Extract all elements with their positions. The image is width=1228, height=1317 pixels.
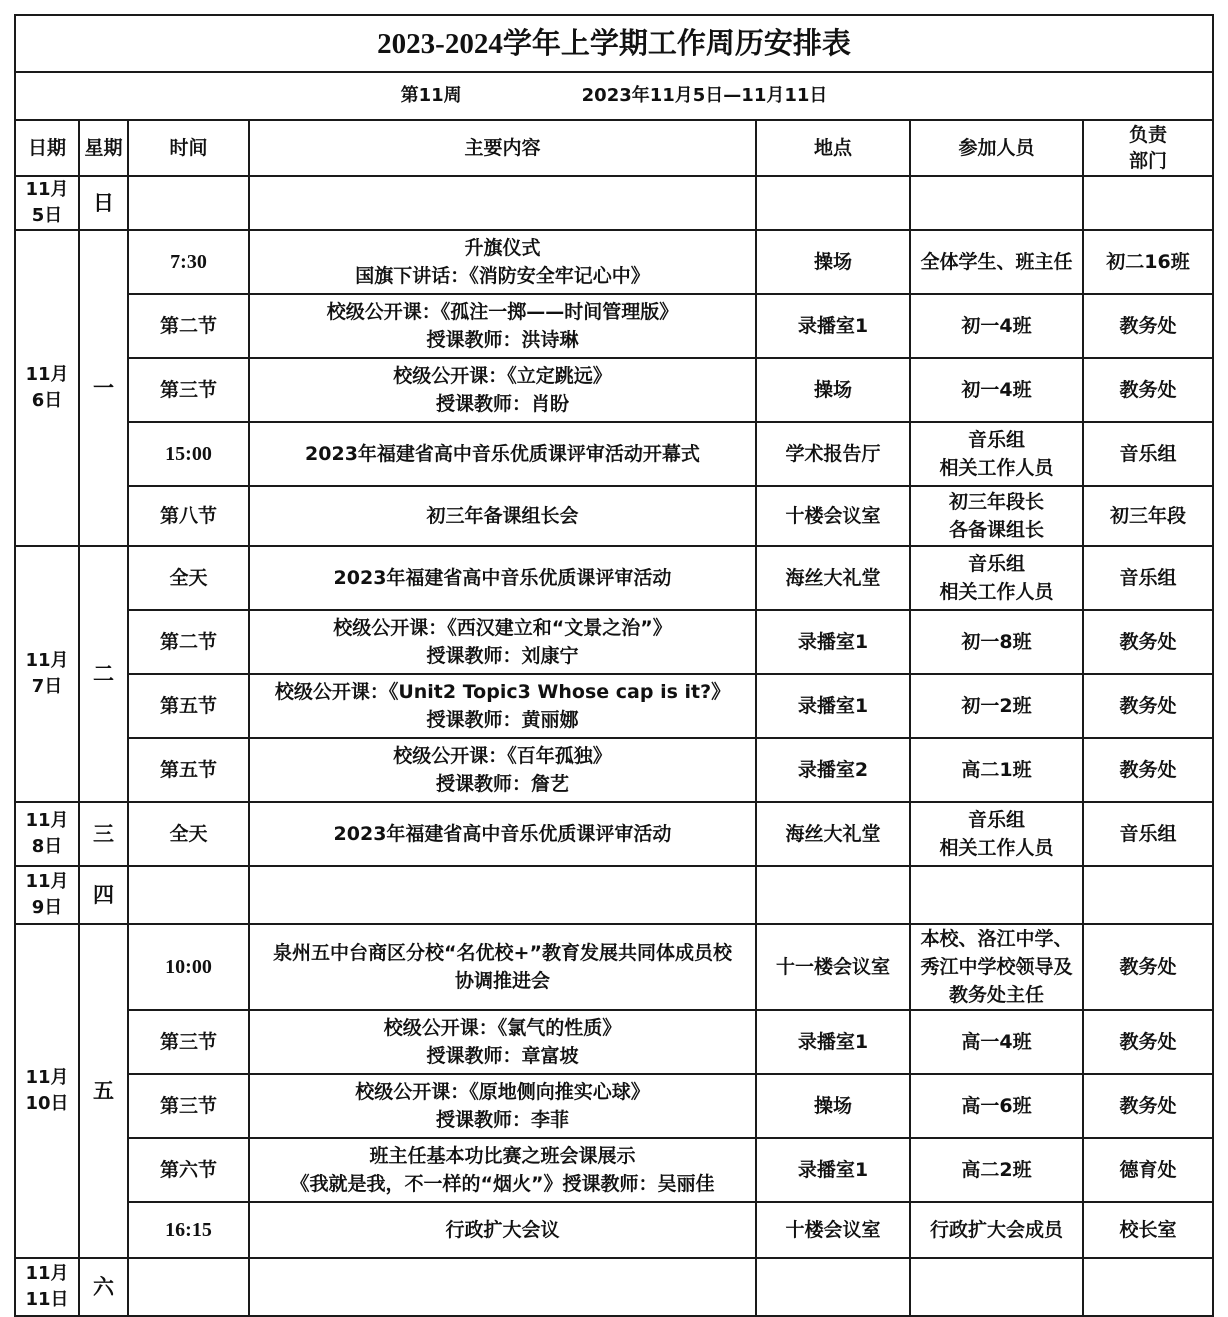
day-row-empty [15,866,1213,924]
content-line: 行政扩大会议 [445,1219,560,1241]
location-cell: 海丝大礼堂 [756,546,910,610]
department-cell: 音乐组 [1083,422,1213,486]
location-cell [756,176,910,230]
date-line: 8日 [31,836,63,857]
date-line: 11月 [25,810,69,831]
participants-line: 教务处主任 [948,984,1044,1006]
location-cell: 学术报告厅 [756,422,910,486]
date-cell [15,866,79,924]
content-line: 校级公开课：《氯气的性质》 [383,1017,622,1039]
schedule-row [15,674,1213,738]
content-cell [249,1074,756,1138]
date-line: 11月 [25,1067,69,1088]
page-title: 2023-2024学年上学期工作周历安排表 [15,15,1213,72]
date-line: 10日 [25,1093,69,1114]
participants-line: 初一2班 [961,695,1032,717]
participants-cell [910,230,1083,294]
day-row-empty [15,176,1213,230]
participants-line: 相关工作人员 [939,581,1054,603]
header-time: 时间 [128,120,249,176]
header-department [1083,120,1213,176]
time-cell [128,866,249,924]
date-cell [15,924,79,1258]
department-cell [1083,866,1213,924]
content-cell [249,1202,756,1258]
schedule-row [15,1138,1213,1202]
content-line: 国旗下讲话：《消防安全牢记心中》 [355,265,650,287]
day-row-empty [15,1258,1213,1316]
participants-line: 相关工作人员 [939,457,1054,479]
time-cell: 全天 [128,546,249,610]
content-cell [249,674,756,738]
schedule-row [15,610,1213,674]
participants-cell [910,1258,1083,1316]
date-cell [15,1258,79,1316]
time-cell: 16:15 [128,1202,249,1258]
time-cell: 7:30 [128,230,249,294]
content-line: 班主任基本功比赛之班会课展示 [369,1145,636,1167]
date-line: 11月 [25,1263,69,1284]
time-cell: 第三节 [128,1074,249,1138]
content-cell [249,422,756,486]
location-cell: 录播室1 [756,294,910,358]
header-participants: 参加人员 [910,120,1083,176]
content-cell [249,1138,756,1202]
participants-cell [910,358,1083,422]
schedule-sheet [14,14,1212,1317]
date-cell [15,546,79,802]
department-cell [1083,176,1213,230]
content-cell [249,802,756,866]
weekday-cell: 四 [79,866,128,924]
location-cell: 十一楼会议室 [756,924,910,1010]
date-line: 9日 [31,897,63,918]
participants-cell [910,866,1083,924]
weekday-cell: 日 [79,176,128,230]
content-cell [249,294,756,358]
participants-line: 初一8班 [961,631,1032,653]
schedule-row [15,802,1213,866]
participants-cell [910,738,1083,802]
date-line: 7日 [31,676,63,697]
schedule-row [15,294,1213,358]
location-cell: 录播室2 [756,738,910,802]
participants-cell [910,486,1083,546]
header-department-line: 负责 [1129,124,1168,146]
date-line: 5日 [31,205,63,226]
content-cell [249,358,756,422]
weekday-cell: 三 [79,802,128,866]
content-line: 校级公开课：《原地侧向推实心球》 [355,1081,650,1103]
participants-line: 初一4班 [961,315,1032,337]
weekday-cell: 二 [79,546,128,802]
content-line: 2023年福建省高中音乐优质课评审活动开幕式 [305,443,700,465]
location-cell: 十楼会议室 [756,1202,910,1258]
date-line: 11月 [25,650,69,671]
schedule-row [15,230,1213,294]
schedule-row [15,358,1213,422]
weekday-cell: 五 [79,924,128,1258]
time-cell [128,1258,249,1316]
participants-line: 音乐组 [967,809,1025,831]
content-cell [249,924,756,1010]
location-cell: 操场 [756,230,910,294]
department-cell: 音乐组 [1083,546,1213,610]
content-line: 授课教师：詹艺 [435,773,569,795]
content-line: 校级公开课：《百年孤独》 [393,745,612,767]
content-line: 校级公开课：《Unit2 Topic3 Whose cap is it?》 [274,681,731,703]
time-cell: 全天 [128,802,249,866]
date-cell [15,802,79,866]
content-line: 协调推进会 [454,970,550,992]
participants-line: 高一4班 [961,1031,1032,1053]
schedule-row [15,546,1213,610]
department-cell: 初二16班 [1083,230,1213,294]
header-weekday: 星期 [79,120,128,176]
participants-cell [910,294,1083,358]
participants-cell [910,610,1083,674]
date-line: 11日 [25,1289,69,1310]
schedule-row [15,738,1213,802]
content-line: 初三年备课组长会 [426,505,579,527]
participants-cell [910,802,1083,866]
location-cell: 操场 [756,358,910,422]
participants-line: 初一4班 [961,379,1032,401]
participants-cell [910,176,1083,230]
department-cell: 教务处 [1083,738,1213,802]
time-cell: 第六节 [128,1138,249,1202]
header-date: 日期 [15,120,79,176]
participants-cell [910,1074,1083,1138]
date-line: 11月 [25,871,69,892]
content-cell [249,546,756,610]
time-cell: 第五节 [128,738,249,802]
participants-line: 相关工作人员 [939,837,1054,859]
weekday-cell: 一 [79,230,128,546]
participants-line: 全体学生、班主任 [920,251,1073,273]
content-line: 校级公开课：《孤注一掷——时间管理版》 [326,301,679,323]
schedule-row [15,422,1213,486]
header-row [15,120,1213,176]
department-cell: 教务处 [1083,1010,1213,1074]
participants-line: 行政扩大会成员 [929,1219,1063,1241]
department-cell: 教务处 [1083,924,1213,1010]
content-line: 授课教师：黄丽娜 [426,709,579,731]
content-line: 校级公开课：《立定跳远》 [393,365,612,387]
department-cell: 教务处 [1083,610,1213,674]
time-cell: 第二节 [128,294,249,358]
time-cell: 第八节 [128,486,249,546]
content-line: 2023年福建省高中音乐优质课评审活动 [333,823,672,845]
department-cell: 初三年段 [1083,486,1213,546]
content-cell [249,1010,756,1074]
date-line: 11月 [25,179,69,200]
schedule-row [15,924,1213,1010]
time-cell: 第二节 [128,610,249,674]
content-cell [249,230,756,294]
participants-line: 高二1班 [961,759,1032,781]
participants-cell [910,1010,1083,1074]
time-cell: 第三节 [128,358,249,422]
location-cell: 十楼会议室 [756,486,910,546]
content-line: 授课教师：肖盼 [435,393,569,415]
location-cell [756,866,910,924]
content-cell [249,1258,756,1316]
content-line: 升旗仪式 [464,237,541,259]
content-line: 泉州五中台商区分校“名优校+”教育发展共同体成员校 [273,942,732,964]
content-cell [249,176,756,230]
schedule-row [15,1010,1213,1074]
header-department-line: 部门 [1129,150,1168,172]
date-cell [15,230,79,546]
department-cell: 音乐组 [1083,802,1213,866]
location-cell: 录播室1 [756,674,910,738]
date-line: 11月 [25,364,69,385]
location-cell: 操场 [756,1074,910,1138]
department-cell: 校长室 [1083,1202,1213,1258]
participants-line: 音乐组 [967,553,1025,575]
participants-cell [910,422,1083,486]
schedule-row [15,1074,1213,1138]
time-cell: 10:00 [128,924,249,1010]
week-info [15,72,1213,120]
participants-cell [910,924,1083,1010]
content-line: 《我就是我，不一样的“烟火”》授课教师：吴丽佳 [290,1173,715,1195]
header-content: 主要内容 [249,120,756,176]
location-cell: 录播室1 [756,1010,910,1074]
participants-cell [910,1202,1083,1258]
location-cell: 海丝大礼堂 [756,802,910,866]
time-cell: 15:00 [128,422,249,486]
content-cell [249,486,756,546]
participants-line: 音乐组 [967,429,1025,451]
schedule-row [15,1202,1213,1258]
participants-line: 本校、洛江中学、 [920,928,1073,950]
participants-cell [910,674,1083,738]
department-cell [1083,1258,1213,1316]
content-cell [249,866,756,924]
date-cell [15,176,79,230]
schedule-table [14,14,1214,1317]
department-cell: 教务处 [1083,294,1213,358]
week-range: 2023年11月5日—11月11日 [581,85,828,106]
department-cell: 教务处 [1083,358,1213,422]
date-line: 6日 [31,390,63,411]
location-cell: 录播室1 [756,610,910,674]
week-label: 第11周 [400,85,462,106]
content-line: 校级公开课：《西汉建立和“文景之治”》 [333,617,672,639]
content-line: 授课教师：刘康宁 [426,645,579,667]
content-line: 2023年福建省高中音乐优质课评审活动 [333,567,672,589]
time-cell: 第三节 [128,1010,249,1074]
content-cell [249,610,756,674]
department-cell: 德育处 [1083,1138,1213,1202]
content-line: 授课教师：章富坡 [426,1045,579,1067]
participants-line: 初三年段长 [948,491,1044,513]
participants-line: 高一6班 [961,1095,1032,1117]
content-line: 授课教师：洪诗琳 [426,329,579,351]
content-line: 授课教师：李菲 [435,1109,569,1131]
header-location: 地点 [756,120,910,176]
content-cell [249,738,756,802]
time-cell [128,176,249,230]
participants-cell [910,546,1083,610]
location-cell: 录播室1 [756,1138,910,1202]
participants-cell [910,1138,1083,1202]
department-cell: 教务处 [1083,1074,1213,1138]
location-cell [756,1258,910,1316]
participants-line: 秀江中学校领导及 [920,956,1073,978]
department-cell: 教务处 [1083,674,1213,738]
time-cell: 第五节 [128,674,249,738]
participants-line: 高二2班 [961,1159,1032,1181]
weekday-cell: 六 [79,1258,128,1316]
participants-line: 各备课组长 [948,519,1044,541]
schedule-row [15,486,1213,546]
